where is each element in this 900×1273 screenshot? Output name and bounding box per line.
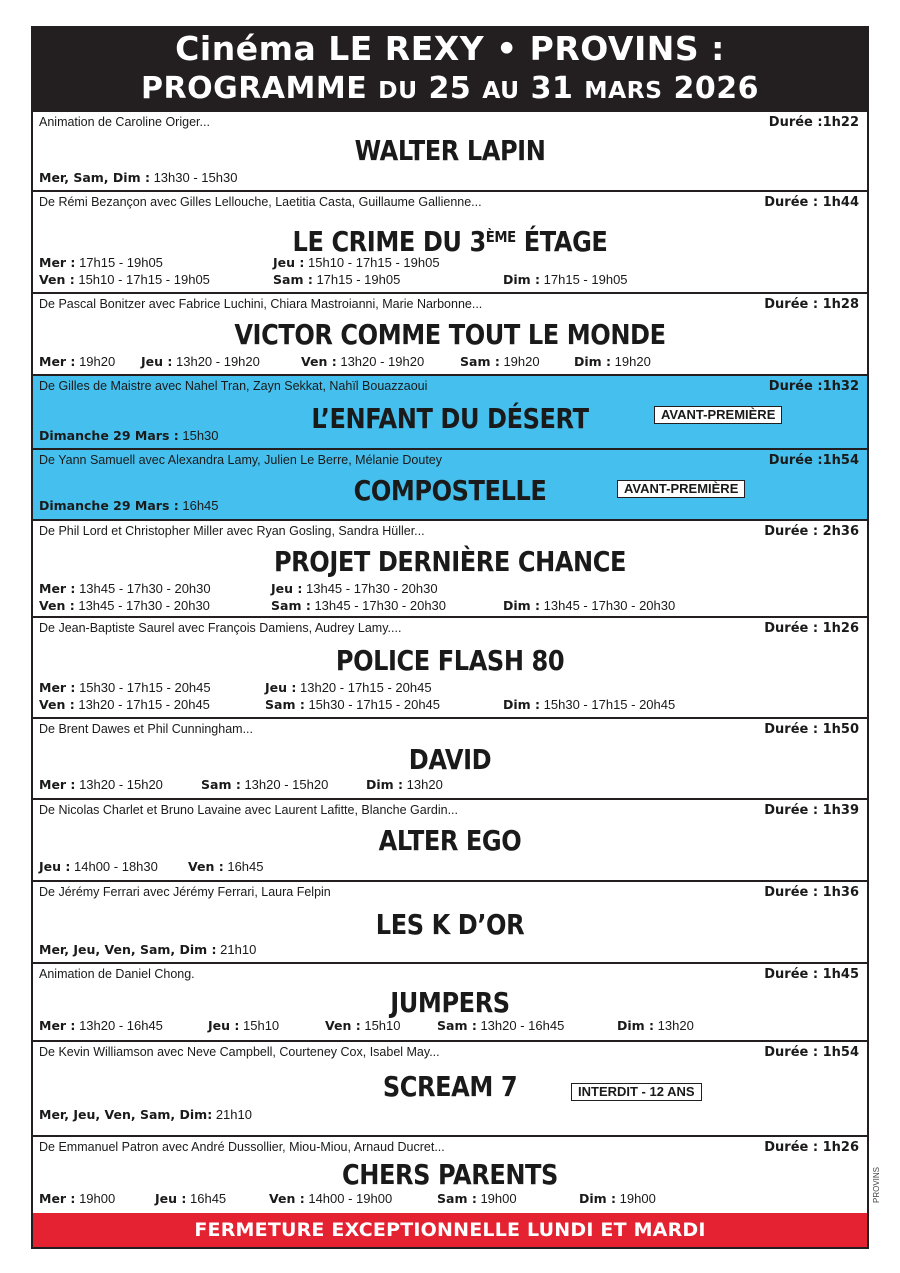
showtime-days: Dim :: [579, 1191, 617, 1206]
showtime-days: Sam :: [201, 777, 241, 792]
film-duration: Durée : 1h45: [764, 967, 859, 982]
showtime-days: Sam :: [273, 272, 313, 287]
showtime: [503, 272, 628, 287]
showtime: [437, 1018, 564, 1033]
film-credit: De Brent Dawes et Phil Cunningham...: [39, 722, 253, 736]
showtime: [39, 581, 211, 596]
showtime-days: Sam :: [437, 1018, 477, 1033]
film-duration: Durée : 1h26: [764, 1140, 859, 1155]
showtime-days: Ven :: [325, 1018, 361, 1033]
showtime-days: Ven :: [301, 354, 337, 369]
showtime-times: 13h20 - 19h20: [176, 354, 260, 369]
showtime-days: Jeu :: [155, 1191, 187, 1206]
showtime: [574, 354, 651, 369]
film-credit: De Phil Lord et Christopher Miller avec Ryan Gosling, Sandra Hüller...: [39, 524, 425, 538]
closure-notice: FERMETURE EXCEPTIONNELLE LUNDI ET MARDI: [31, 1213, 869, 1249]
film-duration: Durée : 1h28: [764, 297, 859, 312]
prog-au: AU: [482, 76, 520, 104]
showtime-days: Jeu :: [265, 680, 297, 695]
showtime-times: 15h10 - 17h15 - 19h05: [78, 272, 210, 287]
showtime: [265, 680, 432, 695]
film-les-k-d-or: [33, 882, 867, 964]
showtime-times: 14h00 - 19h00: [308, 1191, 393, 1206]
film-alter-ego: [33, 800, 867, 882]
showtime-days: Jeu :: [141, 354, 173, 369]
showtime: [39, 498, 219, 513]
showtime: [39, 1191, 115, 1206]
showtime-times: 19h20: [79, 354, 116, 369]
showtime-days: Dimanche 29 Mars :: [39, 428, 179, 443]
showtime-days: Sam :: [271, 598, 311, 613]
cinema-name: LE REXY • PROVINS :: [328, 29, 725, 68]
showtime-times: 19h00: [480, 1191, 517, 1206]
showtime-times: 13h45 - 17h30 - 20h30: [314, 598, 447, 613]
showtime-days: Mer, Jeu, Ven, Sam, Dim:: [39, 1107, 213, 1122]
showtime: [188, 859, 264, 874]
showtime-times: 19h20: [503, 354, 540, 369]
showtime-times: 15h30: [182, 428, 219, 443]
showtime-times: 13h45 - 17h30 - 20h30: [543, 598, 676, 613]
showtime: [39, 1018, 163, 1033]
showtime: [269, 1191, 392, 1206]
showtime-days: Dim :: [366, 777, 404, 792]
prog-year: 2026: [673, 71, 759, 106]
showtime-days: Jeu :: [39, 859, 71, 874]
showtime: [301, 354, 424, 369]
film-duration: Durée : 1h44: [764, 195, 859, 210]
showtime: [437, 1191, 517, 1206]
showtime-times: 15h30 - 17h15 - 20h45: [543, 697, 676, 712]
showtime-times: 21h10: [220, 942, 257, 957]
showtime-times: 13h20 - 15h20: [79, 777, 163, 792]
film-credit: De Nicolas Charlet et Bruno Lavaine avec Laurent Lafitte, Blanche Gardin...: [39, 803, 458, 817]
showtime: [39, 859, 158, 874]
age-rating-badge: INTERDIT - 12 ANS: [571, 1083, 702, 1101]
program-header: [31, 26, 869, 112]
showtime-days: Ven :: [39, 598, 75, 613]
showtime: [39, 272, 210, 287]
prog-date-end: 31: [530, 71, 574, 106]
film-projet-derniere-chance: [33, 521, 867, 618]
showtime-times: 15h30 - 17h15 - 20h45: [79, 680, 211, 695]
film-list: [31, 112, 869, 1213]
showtime: [39, 428, 219, 443]
showtime: [39, 255, 163, 270]
showtime-times: 13h30 - 15h30: [153, 170, 238, 185]
film-duration: Durée : 1h54: [764, 1045, 859, 1060]
showtime-days: Dimanche 29 Mars :: [39, 498, 179, 513]
avant-premiere-badge: AVANT-PREMIÈRE: [654, 406, 782, 424]
showtime-times: 13h20: [406, 777, 443, 792]
film-scream-7: [33, 1042, 867, 1137]
showtime-days: Ven :: [39, 272, 75, 287]
avant-premiere-badge: AVANT-PREMIÈRE: [617, 480, 745, 498]
showtime: [201, 777, 328, 792]
showtime: [271, 581, 438, 596]
showtime: [579, 1191, 656, 1206]
film-credit: De Jean-Baptiste Saurel avec François Damiens, Audrey Lamy....: [39, 621, 402, 635]
prog-date-start: 25: [428, 71, 472, 106]
film-duration: Durée :1h32: [768, 379, 859, 394]
showtime: [208, 1018, 279, 1033]
showtime: [273, 255, 440, 270]
showtime-times: 16h45: [227, 859, 264, 874]
film-title: SCREAM 7: [382, 1070, 518, 1103]
film-duration: Durée : 1h36: [764, 885, 859, 900]
film-credit: De Kevin Williamson avec Neve Campbell, Courteney Cox, Isabel May...: [39, 1045, 440, 1059]
showtime: [366, 777, 443, 792]
film-credit: De Yann Samuell avec Alexandra Lamy, Julien Le Berre, Mélanie Doutey: [39, 453, 443, 467]
showtime-days: Sam :: [460, 354, 500, 369]
showtime-times: 15h10 - 17h15 - 19h05: [308, 255, 440, 270]
film-title: LES K D’OR: [375, 908, 525, 941]
program-page: [31, 26, 869, 1249]
showtime-days: Mer :: [39, 354, 76, 369]
film-duration: Durée :1h54: [768, 453, 859, 468]
showtime: [39, 942, 256, 957]
showtime-days: Ven :: [269, 1191, 305, 1206]
showtime-times: 17h15 - 19h05: [543, 272, 628, 287]
showtime-times: 13h45 - 17h30 - 20h30: [306, 581, 438, 596]
header-line-2: [31, 70, 869, 109]
showtime-times: 15h30 - 17h15 - 20h45: [308, 697, 441, 712]
showtime-days: Ven :: [188, 859, 224, 874]
film-credit: De Jérémy Ferrari avec Jérémy Ferrari, Laura Felpin: [39, 885, 331, 899]
film-title: DAVID: [408, 743, 492, 776]
cinema-prefix: Cinéma: [175, 29, 317, 68]
showtime: [460, 354, 540, 369]
showtime-days: Ven :: [39, 697, 75, 712]
showtime-days: Jeu :: [273, 255, 305, 270]
showtime: [39, 598, 210, 613]
showtime-days: Dim :: [617, 1018, 655, 1033]
header-line-1: [31, 26, 869, 70]
film-duration: Durée : 1h39: [764, 803, 859, 818]
showtime-times: 13h20: [657, 1018, 694, 1033]
film-credit: Animation de Daniel Chong.: [39, 967, 195, 981]
showtime: [265, 697, 440, 712]
showtime-days: Jeu :: [208, 1018, 240, 1033]
showtime-times: 13h45 - 17h30 - 20h30: [78, 598, 210, 613]
showtime-times: 14h00 - 18h30: [74, 859, 158, 874]
showtime-days: Sam :: [437, 1191, 477, 1206]
film-title: VICTOR COMME TOUT LE MONDE: [234, 318, 666, 351]
showtime: [39, 170, 237, 185]
showtime-days: Mer :: [39, 777, 76, 792]
showtime-times: 17h15 - 19h05: [316, 272, 401, 287]
showtime-times: 13h20 - 17h15 - 20h45: [78, 697, 210, 712]
prog-du: DU: [378, 76, 418, 104]
showtime-times: 19h00: [79, 1191, 116, 1206]
prog-month: MARS: [584, 76, 663, 104]
film-le-crime-du-3eme-etage: [33, 192, 867, 294]
film-duration: Durée : 1h50: [764, 722, 859, 737]
showtime: [39, 680, 211, 695]
film-compostelle: [33, 450, 867, 521]
showtime: [273, 272, 400, 287]
film-credit: Animation de Caroline Origer...: [39, 115, 210, 129]
showtime: [325, 1018, 401, 1033]
showtime-days: Mer :: [39, 1018, 76, 1033]
showtime: [39, 354, 115, 369]
film-l-enfant-du-desert: [33, 376, 867, 450]
film-victor-comme-tout-le-monde: [33, 294, 867, 376]
film-duration: Durée : 1h26: [764, 621, 859, 636]
showtime-days: Sam :: [265, 697, 305, 712]
film-chers-parents: [33, 1137, 867, 1213]
film-title-suffix: ÉTAGE: [515, 225, 608, 259]
film-title: POLICE FLASH 80: [335, 644, 565, 677]
showtime-times: 13h20 - 17h15 - 20h45: [300, 680, 432, 695]
prog-word: PROGRAMME: [140, 71, 368, 106]
film-jumpers: [33, 964, 867, 1042]
film-credit: De Rémi Bezançon avec Gilles Lellouche, Laetitia Casta, Guillaume Gallienne...: [39, 195, 482, 209]
showtime: [39, 697, 210, 712]
showtime-times: 17h15 - 19h05: [79, 255, 163, 270]
film-title: [91, 222, 808, 257]
showtime-days: Mer :: [39, 680, 76, 695]
showtime-times: 13h20 - 16h45: [480, 1018, 565, 1033]
showtime: [141, 354, 260, 369]
showtime-days: Jeu :: [271, 581, 303, 596]
film-title: JUMPERS: [390, 986, 510, 1019]
film-title: ALTER EGO: [378, 824, 522, 857]
showtime-days: Mer :: [39, 581, 76, 596]
film-duration: Durée :1h22: [768, 115, 859, 130]
film-title: COMPOSTELLE: [353, 474, 547, 507]
showtime: [39, 1107, 252, 1122]
film-title: WALTER LAPIN: [354, 134, 546, 167]
showtime-days: Mer, Jeu, Ven, Sam, Dim :: [39, 942, 217, 957]
showtime: [271, 598, 446, 613]
film-title-sup: ÈME: [485, 228, 516, 246]
showtime-times: 16h45: [190, 1191, 227, 1206]
side-tag: PROVINS: [872, 1166, 881, 1203]
showtime-times: 19h20: [614, 354, 651, 369]
film-credit: De Gilles de Maistre avec Nahel Tran, Zayn Sekkat, Nahïl Bouazzaoui: [39, 379, 428, 393]
film-walter-lapin: [33, 112, 867, 192]
showtime-times: 13h20 - 16h45: [79, 1018, 163, 1033]
showtime-times: 13h20 - 15h20: [244, 777, 329, 792]
showtime: [503, 697, 675, 712]
showtime-times: 21h10: [215, 1107, 252, 1122]
showtime-days: Dim :: [574, 354, 612, 369]
showtime: [617, 1018, 694, 1033]
showtime-days: Mer :: [39, 1191, 76, 1206]
showtime-days: Dim :: [503, 697, 541, 712]
showtime-times: 13h45 - 17h30 - 20h30: [79, 581, 211, 596]
film-duration: Durée : 2h36: [764, 524, 859, 539]
showtime-times: 15h10: [243, 1018, 280, 1033]
showtime-times: 15h10: [364, 1018, 401, 1033]
film-credit: De Pascal Bonitzer avec Fabrice Luchini, Chiara Mastroianni, Marie Narbonne...: [39, 297, 483, 311]
showtime: [503, 598, 675, 613]
film-title: L’ENFANT DU DÉSERT: [311, 402, 589, 435]
film-title: CHERS PARENTS: [342, 1158, 558, 1191]
showtime: [155, 1191, 226, 1206]
showtime-days: Dim :: [503, 272, 541, 287]
film-david: [33, 719, 867, 800]
film-police-flash-80: [33, 618, 867, 719]
showtime-days: Mer, Sam, Dim :: [39, 170, 150, 185]
showtime-times: 13h20 - 19h20: [340, 354, 425, 369]
showtime-days: Dim :: [503, 598, 541, 613]
showtime-days: Mer :: [39, 255, 76, 270]
showtime-times: 16h45: [182, 498, 219, 513]
film-title-main: LE CRIME DU 3: [292, 225, 486, 259]
showtime: [39, 777, 163, 792]
film-title: PROJET DERNIÈRE CHANCE: [273, 545, 627, 578]
showtime-times: 19h00: [619, 1191, 656, 1206]
film-credit: De Emmanuel Patron avec André Dussollier, Miou-Miou, Arnaud Ducret...: [39, 1140, 445, 1154]
